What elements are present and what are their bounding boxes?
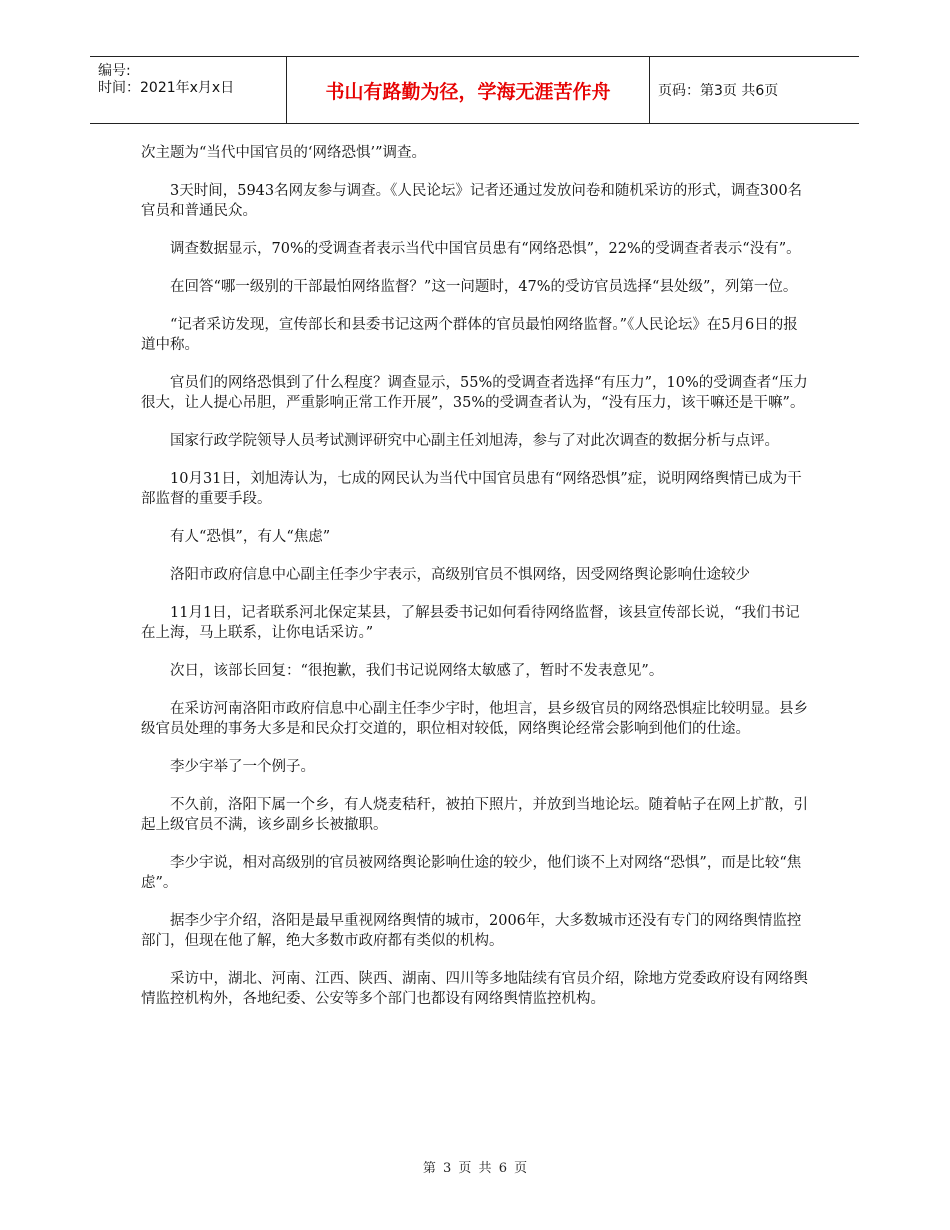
section-subheading: 有人“恐惧”，有人“焦虑” [170,529,331,545]
paragraph: 10月31日，刘旭涛认为，七成的网民认为当代中国官员患有“网络恐惧”症，说明网络舆情已成为干部监督的重要手段。 [141,471,802,507]
paragraph: 不久前，洛阳下属一个乡，有人烧麦秸秆，被拍下照片，并放到当地论坛。随着帖子在网上扩散，引起上级官员不满，该乡副乡长被撤职。 [141,797,808,833]
paragraph: 据李少宇介绍，洛阳是最早重视网络舆情的城市，2006年，大多数城市还没有专门的网络舆情监控部门，但现在他了解，绝大多数市政府都有类似的机构。 [141,913,802,949]
header-meta-cell [90,57,287,123]
paragraph: 次主题为“当代中国官员的‘网络恐惧’”调查。 [141,145,427,161]
paragraph: 3天时间，5943名网友参与调查。《人民论坛》记者还通过发放问卷和随机采访的形式，调查300名官员和普通民众。 [141,183,803,219]
paragraph: 在回答“哪一级别的干部最怕网络监督？”这一问题时，47%的受访官员选择“县处级”，列第一位。 [170,279,798,295]
paragraph: 李少宇说，相对高级别的官员被网络舆论影响仕途的较少，他们谈不上对网络“恐惧”，而是比较“焦虑”。 [141,855,802,891]
paragraph: 在采访河南洛阳市政府信息中心副主任李少宇时，他坦言，县乡级官员的网络恐惧症比较明显。县乡级官员处理的事务大多是和民众打交道的，职位相对较低，网络舆论经常会影响到他们的仕途。 [141,701,808,737]
document-body [141,143,811,1027]
paragraph: 李少宇举了一个例子。 [170,759,315,775]
serial-label: 编号: [98,63,131,79]
paragraph: 洛阳市政府信息中心副主任李少宇表示，高级别官员不惧网络，因受网络舆论影响仕途较少 [170,567,750,583]
paragraph: 11月1日，记者联系河北保定某县，了解县委书记如何看待网络监督，该县宣传部长说，“我们书记在上海，马上联系，让你电话采访。” [141,605,800,641]
paragraph: 官员们的网络恐惧到了什么程度？调查显示，55%的受调查者选择“有压力”，10%的受调查者“压力很大，让人提心吊胆，严重影响正常工作开展”，35%的受调查者认为，“没有压力，该干嘛还是干嘛”。 [141,375,808,411]
paragraph: 国家行政学院领导人员考试测评研究中心副主任刘旭涛，参与了对此次调查的数据分析与点评。 [170,433,779,449]
paragraph: “记者采访发现，宣传部长和县委书记这两个群体的官员最怕网络监督。”《人民论坛》在5月6日的报道中称。 [141,317,798,353]
page-footer: 第 3 页 共 6 页 [422,1161,528,1176]
header-page-info: 页码：第3页 共6页 [658,83,779,99]
header-motto: 书山有路勤为径，学海无涯苦作舟 [287,57,650,123]
page-header [90,56,859,124]
paragraph: 次日，该部长回复：“很抱歉，我们书记说网络太敏感了，暂时不发表意见”。 [170,663,664,679]
paragraph: 采访中，湖北、河南、江西、陕西、湖南、四川等多地陆续有官员介绍，除地方党委政府设有网络舆情监控机构外，各地纪委、公安等多个部门也都设有网络舆情监控机构。 [141,971,808,1007]
time-label: 时间：2021年x月x日 [98,80,235,96]
paragraph: 调查数据显示，70%的受调查者表示当代中国官员患有“网络恐惧”，22%的受调查者表示“没有”。 [170,241,801,257]
